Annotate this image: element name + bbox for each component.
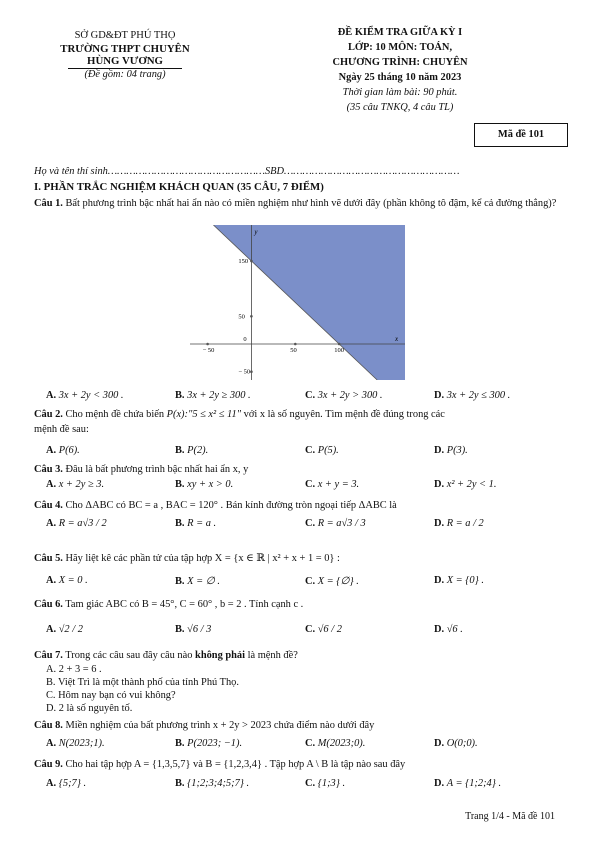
option-c[interactable]: C. √6 / 2 (305, 624, 342, 635)
option-b[interactable]: B. Việt Trì là một thành phố của tỉnh Phú Thọ. (46, 677, 239, 688)
section-title: I. PHẦN TRẮC NGHIỆM KHÁCH QUAN (35 CÂU, 7 ĐIỂM) (34, 181, 324, 193)
option-b[interactable]: B. xy + x > 0. (175, 479, 234, 490)
option-c[interactable]: C. x + y = 3. (305, 479, 360, 490)
option-a[interactable]: A. 3x + 2y < 300 . (46, 390, 124, 401)
header-right (300, 25, 500, 115)
option-c[interactable]: C. X = {∅} . (305, 576, 359, 587)
option-b[interactable]: B. R = a . (175, 518, 217, 529)
exam-date: Ngày 25 tháng 10 năm 2023 (338, 72, 462, 83)
shaded-region (213, 225, 405, 380)
question-2: Câu 2. Cho mệnh đề chứa biến P(x):"5 ≤ x² ≤ 11" với x là số nguyên. Tìm mệnh đề đúng trong các mệnh đề sau: (34, 409, 445, 435)
option-d[interactable]: D. P(3). (434, 445, 468, 456)
y-tick-label: 50 (238, 313, 245, 321)
option-b[interactable]: B. X = ∅ . (175, 576, 220, 587)
x-tick-label: 100 (334, 347, 344, 354)
question-7: Câu 7. Trong các câu sau đây câu nào không phải là mệnh đề? (34, 650, 298, 661)
option-a[interactable]: A. N(2023;1). (46, 738, 105, 749)
option-d[interactable]: D. O(0;0). (434, 738, 478, 749)
option-a[interactable]: A. R = a√3 / 2 (46, 518, 107, 529)
option-d[interactable]: D. 3x + 2y ≤ 300 . (434, 390, 511, 401)
option-b[interactable]: B. √6 / 3 (175, 624, 212, 635)
question-3: Câu 3. Đâu là bất phương trình bậc nhất hai ẩn x, y (34, 464, 249, 475)
y-tick-dot (250, 260, 253, 263)
y-tick-dot (250, 370, 253, 373)
x-axis-label: x (395, 335, 399, 343)
option-a[interactable]: A. P(6). (46, 445, 80, 456)
option-d[interactable]: D. A = {1;2;4} . (434, 778, 502, 789)
question-6: Câu 6. Tam giác ABC có B = 45°, C = 60° , b = 2 . Tính cạnh c . (34, 599, 304, 610)
x-tick-dot (294, 343, 297, 346)
x-tick-label: − 50 (202, 347, 215, 354)
exam-count: (35 câu TNKQ, 4 câu TL) (346, 102, 454, 113)
q7-options (46, 663, 239, 715)
x-tick-dot (206, 343, 209, 346)
y-tick-label: 150 (238, 258, 249, 265)
y-axis-label: y (254, 228, 258, 236)
option-d[interactable]: D. 2 là số nguyên tố. (46, 703, 133, 714)
option-a[interactable]: A. X = 0 . (46, 575, 88, 586)
y-tick-dot (250, 315, 253, 318)
option-a[interactable]: A. {5;7} . (46, 778, 87, 789)
exam-program: CHƯƠNG TRÌNH: CHUYÊN (332, 57, 468, 68)
question-5: Câu 5. Hãy liệt kê các phần tử của tập hợp X = {x ∈ ℝ | x² + x + 1 = 0} : (34, 553, 340, 564)
option-c[interactable]: C. Hôm nay bạn có vui không? (46, 690, 176, 701)
x-tick-label: 50 (290, 347, 297, 354)
option-b[interactable]: B. {1;2;3;4;5;7} . (175, 778, 250, 789)
question-9: Câu 9. Cho hai tập hợp A = {1,3,5,7} và B = {1,2,3,4} . Tập hợp A \ B là tập nào sau đây (34, 759, 406, 770)
option-d[interactable]: D. x² + 2y < 1. (434, 479, 497, 490)
question-8: Câu 8. Miền nghiệm của bất phương trình x + 2y > 2023 chứa điểm nào dưới đây (34, 720, 375, 731)
option-c[interactable]: C. M(2023;0). (305, 738, 366, 749)
page-footer: Trang 1/4 - Mã đề 101 (465, 811, 555, 822)
exam-time: Thời gian làm bài: 90 phút. (342, 87, 458, 98)
option-a[interactable]: A. √2 / 2 (46, 624, 83, 635)
dept-name: SỞ GD&ĐT PHÚ THỌ (74, 30, 176, 41)
question-4: Câu 4. Cho ΔABC có BC = a , BAC = 120° . Bán kính đường tròn ngoại tiếp ΔABC là (34, 500, 397, 511)
x-tick-dot (338, 343, 341, 346)
question-text: Bất phương trình bậc nhất hai ẩn nào có miền nghiệm như hình vẽ dưới đây (phần không tô đậm, kể cả đường thẳng)? (65, 198, 557, 209)
option-d[interactable]: D. X = {0} . (434, 575, 484, 586)
option-c[interactable]: C. P(5). (305, 445, 339, 456)
school-name-1: TRƯỜNG THPT CHUYÊN (60, 43, 190, 55)
option-d[interactable]: D. √6 . (434, 624, 463, 635)
question-label: Câu 1. (34, 198, 63, 209)
header-left (40, 30, 210, 80)
page-count: (Đề gồm: 04 trang) (84, 69, 166, 80)
option-a[interactable]: A. 2 + 3 = 6 . (46, 664, 102, 675)
exam-class: LỚP: 10 MÔN: TOÁN, (347, 42, 453, 53)
q1-graph (190, 225, 405, 380)
option-b[interactable]: B. P(2023; −1). (175, 738, 243, 749)
school-name-2: HÙNG VƯƠNG (87, 55, 163, 67)
option-d[interactable]: D. R = a / 2 (434, 518, 484, 529)
exam-title: ĐỀ KIỂM TRA GIỮA KỲ I (337, 27, 463, 38)
option-b[interactable]: B. 3x + 2y ≥ 300 . (175, 390, 251, 401)
x-tick-label: 0 (243, 336, 247, 343)
y-tick-label: − 50 (238, 368, 251, 376)
option-c[interactable]: C. {1;3} . (305, 778, 346, 789)
exam-code-box: Mã đề 101 (474, 123, 568, 147)
student-info-line: Họ và tên thí sinh……………………………………………SBD………………………………………………… (34, 166, 460, 177)
option-a[interactable]: A. x + 2y ≥ 3. (46, 479, 105, 490)
option-b[interactable]: B. P(2). (175, 445, 209, 456)
option-c[interactable]: C. 3x + 2y > 300 . (305, 390, 383, 401)
question-1 (34, 196, 567, 211)
option-c[interactable]: C. R = a√3 / 3 (305, 518, 366, 529)
